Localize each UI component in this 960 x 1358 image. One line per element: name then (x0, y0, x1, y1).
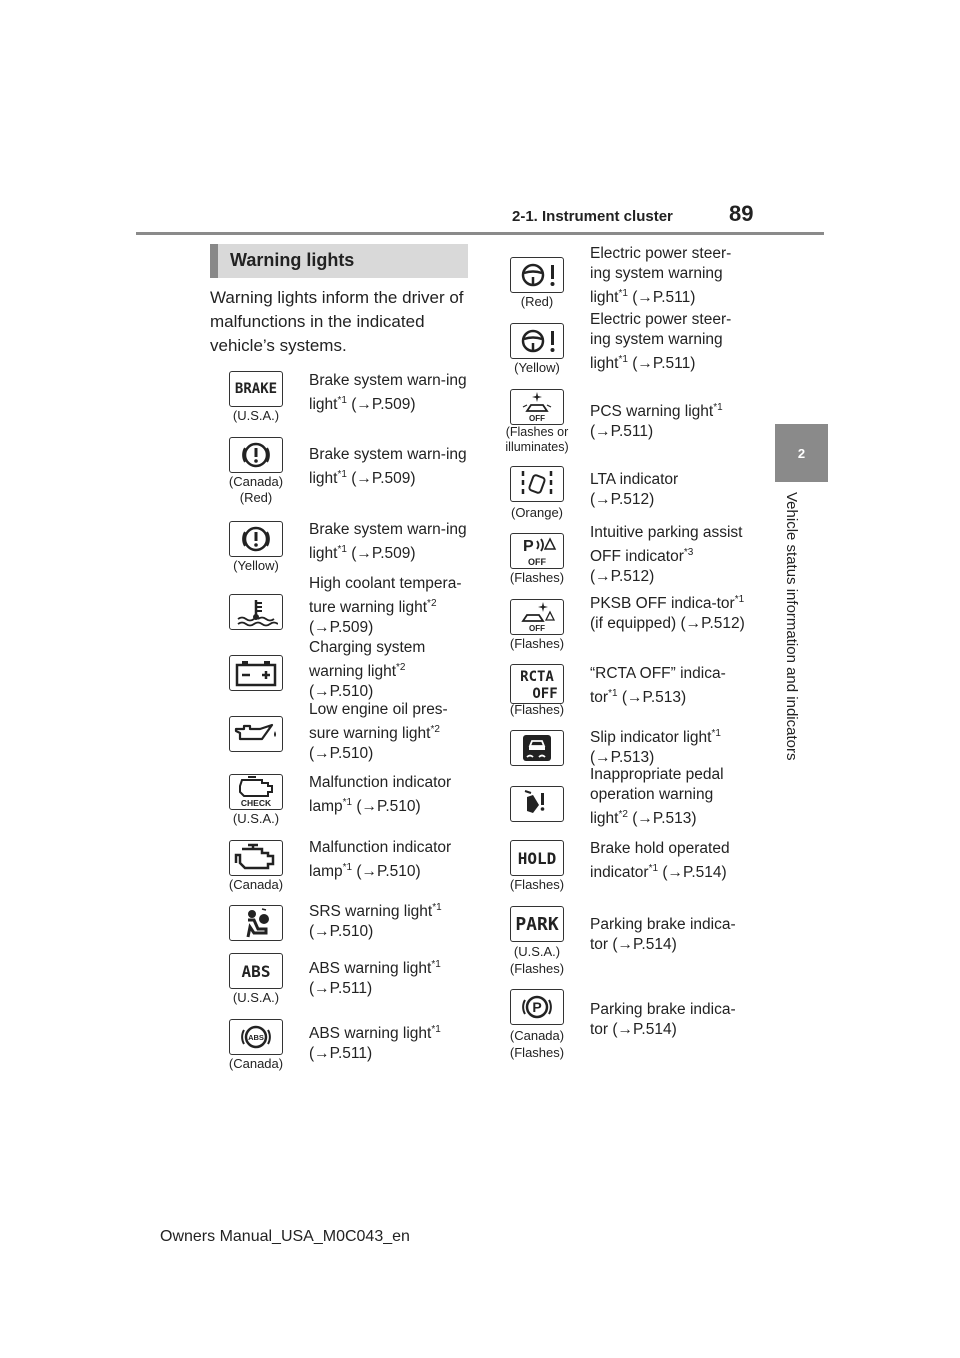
svg-text:OFF: OFF (528, 557, 546, 567)
exclamation-circle-icon (229, 521, 283, 557)
header-title: 2-1. Instrument cluster (512, 208, 673, 225)
item-caption: (U.S.A.) (232, 811, 280, 826)
section-heading-text: Warning lights (230, 250, 355, 270)
item-caption: (Canada) (Flashes) (509, 1028, 565, 1060)
item-caption: (Red) (520, 294, 554, 309)
item-description: Charging system warning light$^{*2}$ (→P.510) (309, 639, 426, 701)
chapter-title: Vehicle status information and indicators (783, 492, 800, 761)
steering-warning-icon (510, 257, 564, 293)
item-description: Brake hold operated indicator$^{*1}$ (→P.514) (590, 840, 730, 882)
item-description: PCS warning light$^{*1}$ (→P.511) (590, 402, 723, 441)
item-caption: (U.S.A.) (232, 990, 280, 1005)
item-description: ABS warning light$^{*1}$ (→P.511) (309, 1024, 441, 1063)
item-description: SRS warning light$^{*1}$ (→P.510) (309, 902, 442, 941)
park-text-icon: PARK (510, 906, 564, 942)
section-intro: Warning lights inform the driver of malfunctions in the indicated vehicle’s systems. (210, 288, 464, 355)
chapter-number: 2 (797, 445, 806, 461)
svg-text:OFF: OFF (532, 686, 558, 702)
item-description: Low engine oil pres-sure warning light$^{*2}$ (→P.510) (309, 701, 448, 763)
pedal-warning-icon (510, 786, 564, 822)
parking-assist-off-icon (510, 533, 564, 569)
svg-text:OFF: OFF (529, 624, 545, 633)
page-number: 89 (729, 201, 754, 226)
item-description: ABS warning light$^{*1}$ (→P.511) (309, 959, 441, 998)
item-description: Malfunction indicator lamp$^{*1}$ (→P.510) (309, 839, 452, 881)
abs-text-icon: ABS (229, 953, 283, 989)
battery-icon (229, 655, 283, 691)
item-description: Brake system warn-ing light$^{*1}$ (→P.509) (309, 521, 467, 563)
item-caption: (Canada) (228, 877, 284, 892)
item-description: Malfunction indicator lamp$^{*1}$ (→P.510) (309, 774, 452, 816)
item-caption: (Flashes) (509, 636, 565, 651)
item-description: LTA indicator (→P.512) (590, 471, 679, 508)
header-rule (136, 232, 824, 235)
item-description: Intuitive parking assist OFF indicator$^{*3}$ (→P.512) (590, 524, 743, 586)
item-caption: (U.S.A.) (232, 408, 280, 423)
pksb-off-icon (510, 599, 564, 635)
item-description: Inappropriate pedal operation warning light$^{*2}$ (→P.513) (590, 766, 724, 828)
hold-text-icon: HOLD (510, 840, 564, 876)
abs-circle-icon (229, 1019, 283, 1055)
svg-text:CHECK: CHECK (240, 798, 272, 808)
item-description: Brake system warn-ing light$^{*1}$ (→P.509) (309, 372, 467, 414)
item-description: Slip indicator light$^{*1}$ (→P.513) (590, 728, 721, 767)
item-description: High coolant tempera-ture warning light$^{*2}$ (→P.509) (309, 575, 462, 637)
svg-text:OFF: OFF (529, 414, 545, 423)
airbag-icon (229, 905, 283, 941)
item-caption: (Yellow) (233, 558, 279, 573)
slip-indicator-icon (510, 730, 564, 766)
item-description: Parking brake indica-tor (→P.514) (590, 1001, 736, 1038)
svg-text:RCTA: RCTA (520, 669, 554, 685)
item-description: Parking brake indica-tor (→P.514) (590, 916, 736, 953)
coolant-temperature-icon (229, 594, 283, 630)
chapter-tab (775, 424, 828, 482)
item-caption: (Flashes or illuminates) (505, 425, 569, 454)
pcs-off-icon (510, 389, 564, 425)
brake-text-icon: BRAKE (229, 371, 283, 407)
item-caption: (Flashes) (509, 877, 565, 892)
item-description: “RCTA OFF” indica-tor$^{*1}$ (→P.513) (590, 665, 726, 707)
item-caption: (Orange) (510, 505, 564, 520)
svg-text:P: P (532, 999, 542, 1015)
item-caption: (Flashes) (509, 702, 565, 717)
check-engine-icon (229, 774, 283, 810)
item-caption: (Flashes) (509, 570, 565, 585)
item-caption: (Canada) (Red) (228, 474, 284, 505)
svg-text:ABS: ABS (248, 1033, 264, 1042)
item-description: Brake system warn-ing light$^{*1}$ (→P.509) (309, 446, 467, 488)
lta-icon (510, 466, 564, 502)
item-description: Electric power steer-ing system warning light$^{*1}$ (→P.511) (590, 311, 732, 373)
exclamation-circle-icon (229, 437, 283, 473)
engine-icon (229, 840, 283, 876)
item-description: PKSB OFF indica-tor$^{*1}$ (if equipped) (→P.512) (590, 594, 745, 633)
oil-can-icon (229, 716, 283, 752)
p-circle-icon (510, 989, 564, 1025)
section-heading (210, 244, 468, 278)
svg-text:P: P (523, 538, 534, 555)
item-caption: (U.S.A.) (Flashes) (509, 944, 565, 976)
item-description: Electric power steer-ing system warning light$^{*1}$ (→P.511) (590, 245, 732, 307)
rcta-off-icon (510, 664, 564, 704)
footer-text: Owners Manual_USA_M0C043_en (160, 1228, 410, 1245)
item-caption: (Canada) (228, 1056, 284, 1071)
steering-warning-icon (510, 323, 564, 359)
item-caption: (Yellow) (514, 360, 560, 375)
